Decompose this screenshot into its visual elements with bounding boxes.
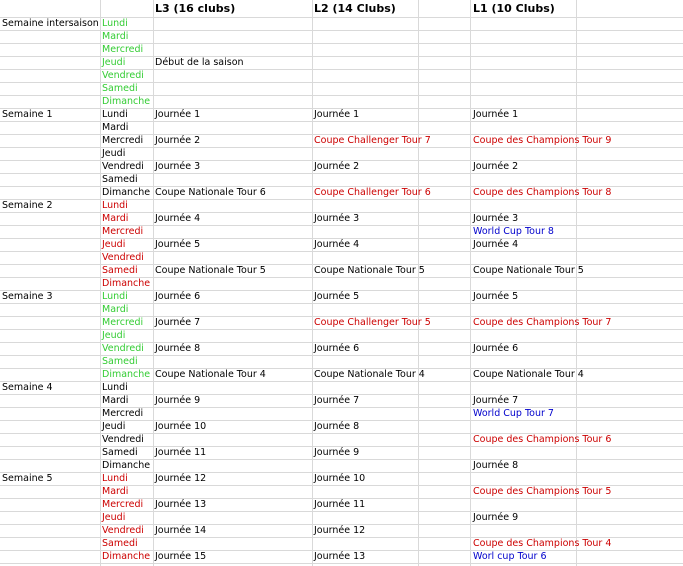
l2-cell[interactable]: Journée 8 <box>314 421 360 432</box>
l3-cell[interactable]: Coupe Nationale Tour 5 <box>155 265 266 276</box>
day-label[interactable]: Jeudi <box>102 239 126 250</box>
l3-cell[interactable]: Journée 9 <box>155 395 201 406</box>
l2-cell[interactable]: Journée 9 <box>314 447 360 458</box>
day-label[interactable]: Dimanche <box>102 460 151 471</box>
day-label[interactable]: Mardi <box>102 304 129 315</box>
l2-cell[interactable]: Coupe Challenger Tour 6 <box>314 187 431 198</box>
l1-cell[interactable]: Journée 1 <box>473 109 519 120</box>
day-label[interactable]: Lundi <box>102 382 128 393</box>
day-label[interactable]: Vendredi <box>102 252 144 263</box>
day-label[interactable]: Jeudi <box>102 57 126 68</box>
day-label[interactable]: Mardi <box>102 122 129 133</box>
day-label[interactable]: Jeudi <box>102 421 126 432</box>
l1-cell[interactable]: Coupe des Champions Tour 4 <box>473 538 612 549</box>
week-label[interactable]: Semaine 2 <box>2 200 53 211</box>
l3-cell[interactable]: Journée 2 <box>155 135 201 146</box>
day-label[interactable]: Vendredi <box>102 525 144 536</box>
l1-cell[interactable]: Coupe Nationale Tour 5 <box>473 265 584 276</box>
l2-cell[interactable]: Journée 1 <box>314 109 360 120</box>
l2-cell[interactable]: Journée 11 <box>314 499 366 510</box>
l2-cell[interactable]: Journée 6 <box>314 343 360 354</box>
l1-cell[interactable]: Coupe des Champions Tour 9 <box>473 135 612 146</box>
day-label[interactable]: Samedi <box>102 356 138 367</box>
day-label[interactable]: Lundi <box>102 18 128 29</box>
day-label[interactable]: Dimanche <box>102 278 151 289</box>
l3-cell[interactable]: Début de la saison <box>155 57 244 68</box>
week-label[interactable]: Semaine intersaison <box>2 18 99 29</box>
day-label[interactable]: Mercredi <box>102 317 144 328</box>
l3-cell[interactable]: Journée 1 <box>155 109 201 120</box>
l3-cell[interactable]: Coupe Nationale Tour 4 <box>155 369 266 380</box>
l2-cell[interactable]: Journée 13 <box>314 551 366 562</box>
day-label[interactable]: Mercredi <box>102 226 144 237</box>
day-label[interactable]: Mercredi <box>102 135 144 146</box>
l3-cell[interactable]: Journée 11 <box>155 447 207 458</box>
day-label[interactable]: Samedi <box>102 174 138 185</box>
day-label[interactable]: Samedi <box>102 83 138 94</box>
l1-cell[interactable]: Journée 3 <box>473 213 519 224</box>
gridline-vertical <box>312 0 313 566</box>
week-label[interactable]: Semaine 1 <box>2 109 53 120</box>
l3-cell[interactable]: Journée 8 <box>155 343 201 354</box>
l2-cell[interactable]: Coupe Nationale Tour 4 <box>314 369 425 380</box>
day-label[interactable]: Lundi <box>102 109 128 120</box>
day-label[interactable]: Mercredi <box>102 408 144 419</box>
l1-cell[interactable]: Coupe des Champions Tour 8 <box>473 187 612 198</box>
day-label[interactable]: Lundi <box>102 473 128 484</box>
day-label[interactable]: Jeudi <box>102 330 126 341</box>
l1-cell[interactable]: Journée 4 <box>473 239 519 250</box>
week-label[interactable]: Semaine 3 <box>2 291 53 302</box>
l3-cell[interactable]: Journée 5 <box>155 239 201 250</box>
day-label[interactable]: Mardi <box>102 31 129 42</box>
l2-cell[interactable]: Coupe Challenger Tour 7 <box>314 135 431 146</box>
gridline-vertical <box>470 0 471 566</box>
l1-cell[interactable]: Coupe des Champions Tour 5 <box>473 486 612 497</box>
l1-cell[interactable]: Journée 7 <box>473 395 519 406</box>
header-l2[interactable]: L2 (14 Clubs) <box>314 2 396 15</box>
gridline-vertical <box>418 0 419 566</box>
day-label[interactable]: Lundi <box>102 291 128 302</box>
week-label[interactable]: Semaine 5 <box>2 473 53 484</box>
l1-cell[interactable]: World Cup Tour 7 <box>473 408 554 419</box>
l3-cell[interactable]: Journée 10 <box>155 421 207 432</box>
l3-cell[interactable]: Journée 3 <box>155 161 201 172</box>
day-label[interactable]: Mardi <box>102 213 129 224</box>
l2-cell[interactable]: Journée 2 <box>314 161 360 172</box>
l3-cell[interactable]: Journée 4 <box>155 213 201 224</box>
day-label[interactable]: Mercredi <box>102 499 144 510</box>
l1-cell[interactable]: Journée 8 <box>473 460 519 471</box>
l1-cell[interactable]: Coupe Nationale Tour 4 <box>473 369 584 380</box>
day-label[interactable]: Mardi <box>102 395 129 406</box>
week-label[interactable]: Semaine 4 <box>2 382 53 393</box>
l2-cell[interactable]: Journée 7 <box>314 395 360 406</box>
gridline-vertical <box>153 0 154 566</box>
day-label[interactable]: Dimanche <box>102 187 151 198</box>
day-label[interactable]: Jeudi <box>102 512 126 523</box>
day-label[interactable]: Dimanche <box>102 96 151 107</box>
l3-cell[interactable]: Journée 13 <box>155 499 207 510</box>
l2-cell[interactable]: Journée 4 <box>314 239 360 250</box>
l3-cell[interactable]: Journée 12 <box>155 473 207 484</box>
day-label[interactable]: Dimanche <box>102 369 151 380</box>
day-label[interactable]: Dimanche <box>102 551 151 562</box>
day-label[interactable]: Lundi <box>102 200 128 211</box>
l2-cell[interactable]: Coupe Challenger Tour 5 <box>314 317 431 328</box>
gridline-vertical <box>100 0 101 566</box>
l1-cell[interactable]: Coupe des Champions Tour 7 <box>473 317 612 328</box>
day-label[interactable]: Samedi <box>102 447 138 458</box>
l1-cell[interactable]: World Cup Tour 8 <box>473 226 554 237</box>
l2-cell[interactable]: Journée 3 <box>314 213 360 224</box>
gridline-horizontal <box>0 563 683 564</box>
day-label[interactable]: Vendredi <box>102 343 144 354</box>
l2-cell[interactable]: Journée 5 <box>314 291 360 302</box>
day-label[interactable]: Samedi <box>102 538 138 549</box>
day-label[interactable]: Vendredi <box>102 161 144 172</box>
l1-cell[interactable]: Worl cup Tour 6 <box>473 551 547 562</box>
l3-cell[interactable]: Journée 15 <box>155 551 207 562</box>
l3-cell[interactable]: Coupe Nationale Tour 6 <box>155 187 266 198</box>
day-label[interactable]: Vendredi <box>102 70 144 81</box>
l1-cell[interactable]: Journée 5 <box>473 291 519 302</box>
day-label[interactable]: Mardi <box>102 486 129 497</box>
gridline-vertical <box>576 0 577 566</box>
day-label[interactable]: Samedi <box>102 265 138 276</box>
l3-cell[interactable]: Journée 7 <box>155 317 201 328</box>
day-label[interactable]: Mercredi <box>102 44 144 55</box>
day-label[interactable]: Vendredi <box>102 434 144 445</box>
l1-cell[interactable]: Journée 2 <box>473 161 519 172</box>
l1-cell[interactable]: Journée 6 <box>473 343 519 354</box>
header-l1[interactable]: L1 (10 Clubs) <box>473 2 555 15</box>
l2-cell[interactable]: Journée 10 <box>314 473 366 484</box>
l3-cell[interactable]: Journée 6 <box>155 291 201 302</box>
l1-cell[interactable]: Coupe des Champions Tour 6 <box>473 434 612 445</box>
l2-cell[interactable]: Coupe Nationale Tour 5 <box>314 265 425 276</box>
l2-cell[interactable]: Journée 12 <box>314 525 366 536</box>
l3-cell[interactable]: Journée 14 <box>155 525 207 536</box>
day-label[interactable]: Jeudi <box>102 148 126 159</box>
l1-cell[interactable]: Journée 9 <box>473 512 519 523</box>
header-l3[interactable]: L3 (16 clubs) <box>155 2 236 15</box>
